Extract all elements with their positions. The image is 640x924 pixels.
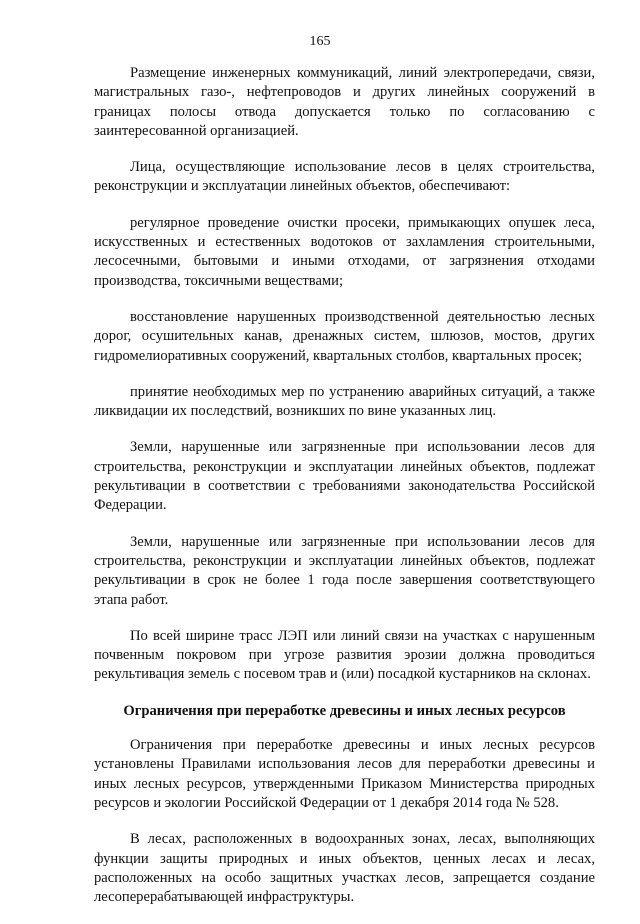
paragraph-obligations-intro: Лица, осуществляющие использование лесов в целях строительства, реконструкции и эксплуатации линейных объектов, обеспечивают:: [94, 159, 595, 195]
page-content: [94, 64, 595, 924]
paragraph-utilities-placement: Размещение инженерных коммуникаций, линий электропередачи, связи, магистральных газо-, нефтепроводов и других линейных сооружений в границах полосы отвода допускается только по согласованию с заинтересованной организацией.: [94, 65, 595, 139]
page-number: 165: [309, 34, 331, 49]
paragraph-restoration: восстановление нарушенных производственной деятельностью лесных дорог, осушительных канав, дренажных систем, шлюзов, мостов, других гидромелиоративных сооружений, квартальных столбов, квартальных просек;: [94, 308, 595, 364]
paragraph-land-recultivation-law: Земли, нарушенные или загрязненные при использовании лесов для строительства, реконструкции и эксплуатации линейных объектов, подлежат рекультивации в соответствии с требованиями законодательства Российской Федерации.: [94, 439, 595, 514]
paragraph-processing-rules: Ограничения при переработке древесины и иных лесных ресурсов установлены Правилами использования лесов для переработки древесины и иных лесных ресурсов, утвержденными Приказом Министерства природных ресурсов и экологии Российской Федерации от 1 декабря 2014 года № 528.: [94, 737, 595, 811]
paragraph-processing-prohibition: В лесах, расположенных в водоохранных зонах, лесах, выполняющих функции защиты природных и иных объектов, ценных лесах и лесах, расположенных на особо защитных участках лесов, запрещается создание лесоперерабатывающей инфраструктуры.: [94, 831, 595, 906]
section-heading: Ограничения при переработке древесины и иных лесных ресурсов: [123, 702, 566, 719]
paragraph-land-recultivation-term: Земли, нарушенные или загрязненные при использовании лесов для строительства, реконструкции и эксплуатации линейных объектов, подлежат рекультивации в срок не более 1 года после завершения соответствующего этапа работ.: [94, 533, 595, 608]
paragraph-emergency-measures: принятие необходимых мер по устранению аварийных ситуаций, а также ликвидации их последствий, возникших по вине указанных лиц.: [94, 383, 595, 420]
paragraph-clearing-cutting: регулярное проведение очистки просеки, примыкающих опушек леса, искусственных и естественных водотоков от захламления строительными, лесосечными, бытовыми и иными отходами, от загрязнения отходами производства, токсичными веществами;: [94, 214, 595, 289]
paragraph-erosion-recultivation: По всей ширине трасс ЛЭП или линий связи на участках с нарушенным почвенным покровом при угрозе развития эрозии должна проводиться рекультивация земель с посевом трав и (или) посадкой кустарников на склонах.: [94, 627, 595, 683]
